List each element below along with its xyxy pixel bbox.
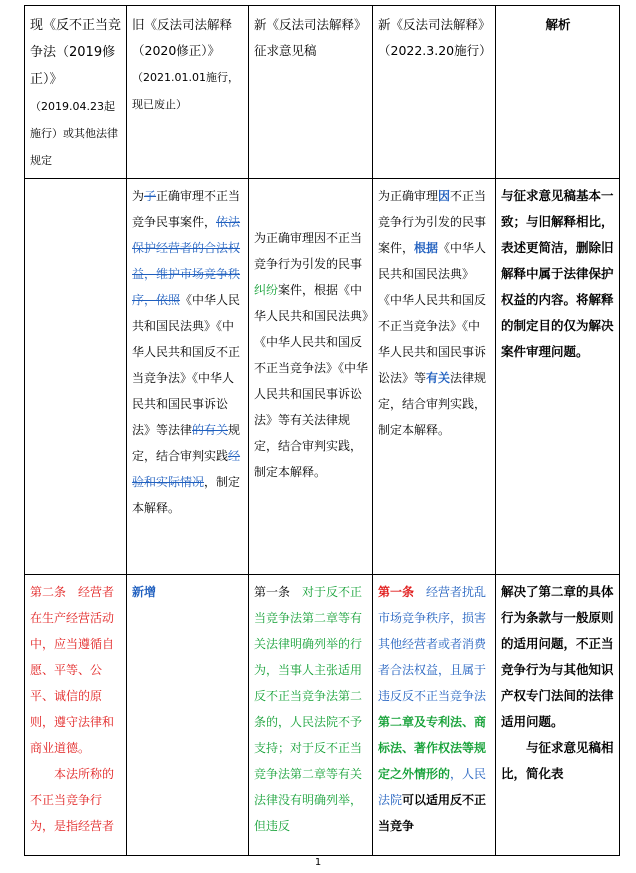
header-cell-draft (249, 6, 373, 179)
preamble-new-interpretation-text: 为正确审理因不正当竞争行为引发的民事案件，根据《中华人民共和国民法典》《中华人民共和国反不正当竞争法》《中华人民共和国民事诉讼法》等有关法律规定，结合审判实践，制定本解释。 (378, 189, 487, 437)
header-current-law-title: 现《反不正当竞争法（2019修正）》 (30, 18, 122, 87)
preamble-analysis-text: 与征求意见稿基本一致；与旧解释相比，表述更简洁，删除旧解释中属于法律保护权益的内容。将解释的制定目的仅为解决案件审理问题。 (501, 188, 614, 359)
preamble-row (25, 179, 620, 575)
article-draft-cell (249, 575, 373, 856)
article-analysis-text: 解决了第二章的具体行为条款与一般原则的适用问题，不正当竞争行为与其他知识产权专门法间的法律适用问题。 与征求意见稿相比，简化表 (501, 584, 614, 781)
header-cell-old-interpretation (127, 6, 249, 179)
article-analysis-cell (496, 575, 620, 856)
preamble-draft-cell (249, 179, 373, 575)
preamble-draft-text: 为正确审理因不正当竞争行为引发的民事纠纷案件，根据《中华人民共和国民法典》《中华人民共和国反不正当竞争法》《中华人民共和国民事诉讼法》等有关法律规定，结合审判实践，制定本解释。 (254, 231, 369, 479)
header-old-interpretation-date: （2021.01.01施行，现已废止） (132, 71, 239, 111)
page-number: 1 (314, 857, 322, 868)
comparison-table (24, 5, 620, 856)
article-draft-text: 第一条 对于反不正当竞争法第二章等有关法律明确列举的行为，当事人主张适用反不正当竞争法第二条的，人民法院不予支持；对于反不正当竞争法第二章等有关法律没有明确列举，但违反 (254, 585, 363, 833)
header-cell-analysis (496, 6, 620, 179)
preamble-old-interpretation-text: 为子正确审理不正当竞争民事案件，依法保护经营者的合法权益，维护市场竞争秩序，依照《中华人民共和国民法典》《中华人民共和国反不正当竞争法》《中华人民共和国民事诉讼法》等法律的有关规定，结合审判实践经验和实际情况，制定本解释。 (132, 189, 241, 515)
preamble-current-law-cell (25, 179, 127, 575)
preamble-new-interpretation-cell (373, 179, 496, 575)
header-cell-new-interpretation (373, 6, 496, 179)
header-row (25, 6, 620, 179)
header-analysis-title: 解析 (545, 17, 571, 32)
preamble-analysis-cell (496, 179, 620, 575)
article-current-law-text: 第二条 经营者在生产经营活动中，应当遵循自愿、平等、公平、诚信的原则，遵守法律和商业道德。 本法所称的不正当竞争行为，是指经营者 (30, 585, 115, 833)
header-new-interpretation-title: 新《反法司法解释》（2022.3.20施行） (378, 17, 492, 58)
article-current-law-cell (25, 575, 127, 856)
header-current-law-date: （2019.04.23起施行）或其他法律规定 (30, 100, 118, 167)
header-cell-current-law (25, 6, 127, 179)
article-new-interpretation-text: 第一条 经营者扰乱市场竞争秩序，损害其他经营者或者消费者合法权益，且属于违反反不正当竞争法第二章及专利法、商标法、著作权法等规定之外情形的，人民法院可以适用反不正当竞争 (378, 585, 487, 833)
article-new-interpretation-cell (373, 575, 496, 856)
article-row (25, 575, 620, 856)
header-old-interpretation-title: 旧《反法司法解释（2020修正）》 (132, 17, 233, 58)
preamble-old-interpretation-cell (127, 179, 249, 575)
article-old-interpretation-cell (127, 575, 249, 856)
new-added-label: 新增 (132, 585, 157, 599)
header-draft-title: 新《反法司法解释》征求意见稿 (254, 17, 367, 58)
